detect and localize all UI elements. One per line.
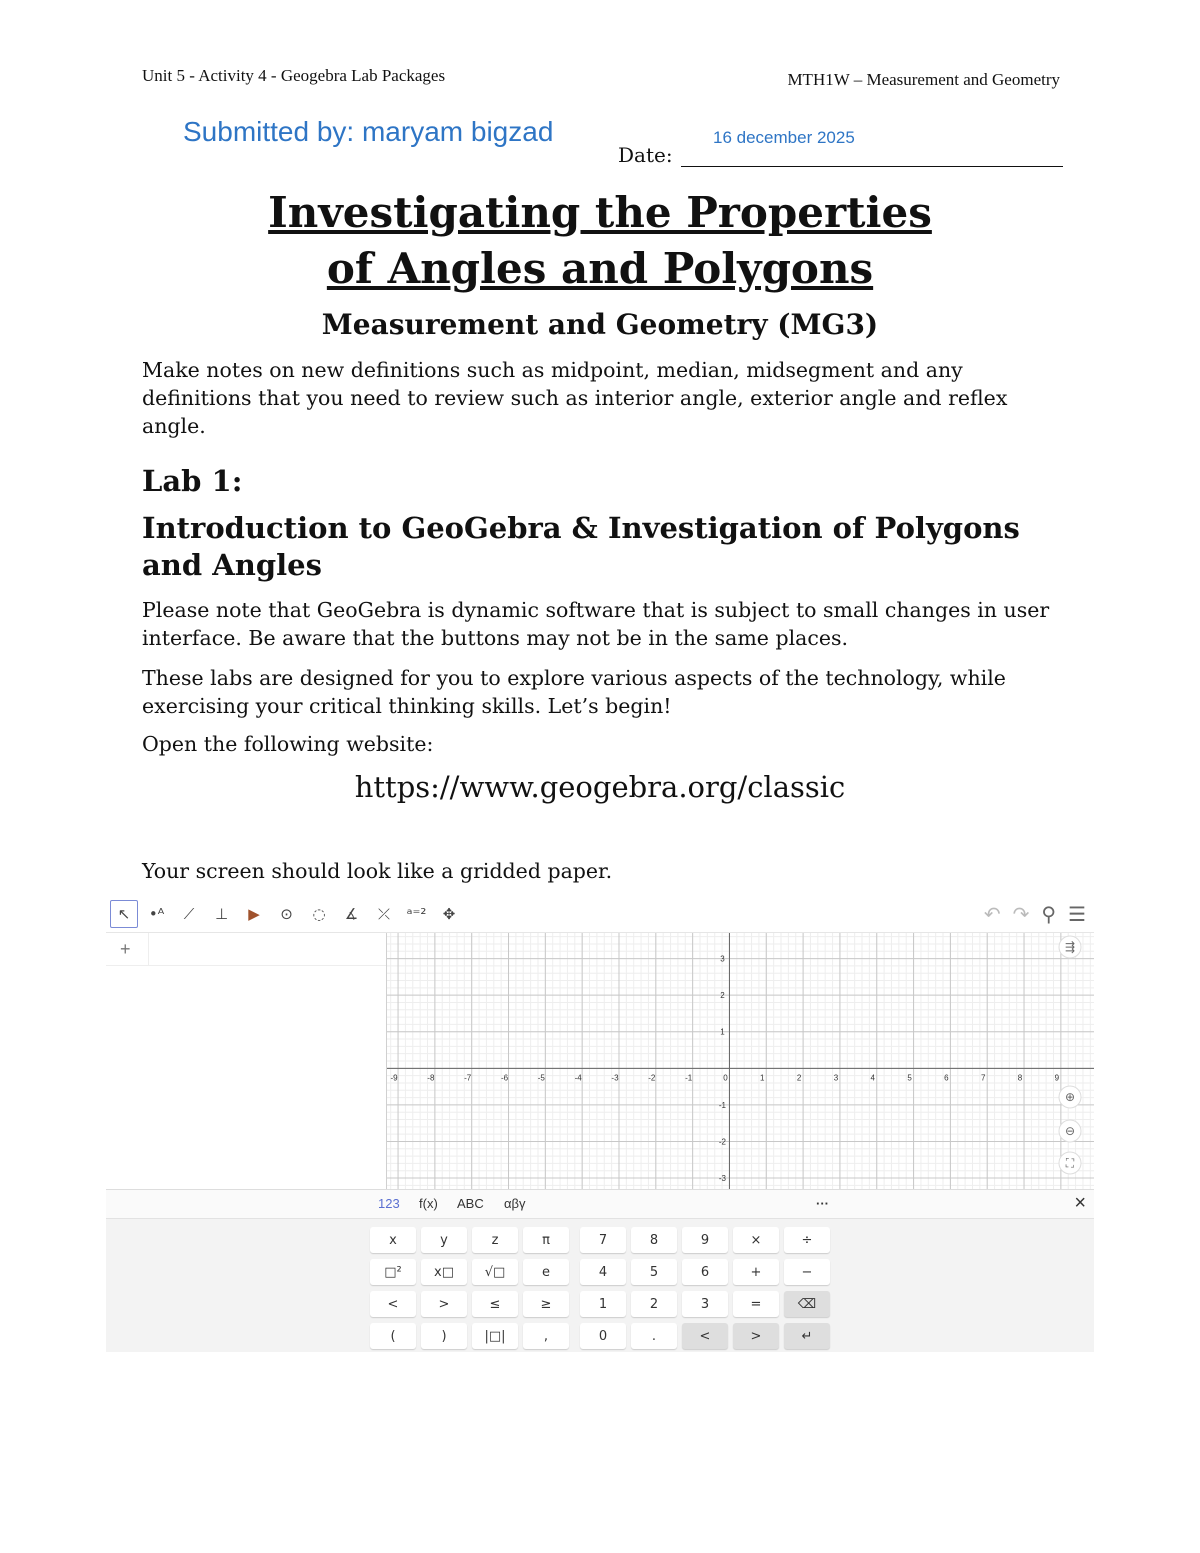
- x-tick-label: 4: [870, 1073, 875, 1083]
- perpendicular-tool-icon[interactable]: ⊥: [214, 905, 229, 923]
- add-item-icon[interactable]: +: [120, 939, 131, 959]
- ellipse-tool-icon[interactable]: ◌: [312, 905, 326, 923]
- keyboard-key[interactable]: (: [370, 1323, 416, 1349]
- open-website-text: Open the following website:: [142, 732, 434, 756]
- algebra-view: [106, 933, 387, 1189]
- y-tick-label: 3: [720, 954, 725, 964]
- x-tick-label: 7: [980, 1073, 986, 1083]
- circle-tool-icon[interactable]: ⊙: [280, 905, 293, 923]
- x-tick-label: 0: [723, 1073, 728, 1083]
- graphics-view[interactable]: [387, 933, 1094, 1189]
- x-tick-label: -6: [500, 1073, 509, 1083]
- date-label: Date:: [618, 143, 673, 167]
- keyboard-key[interactable]: −: [784, 1259, 830, 1285]
- reflect-tool-icon[interactable]: ⤫: [377, 905, 390, 923]
- keyboard-key[interactable]: y: [421, 1227, 467, 1253]
- keyboard-key[interactable]: <: [370, 1291, 416, 1317]
- zoom-in-icon[interactable]: ⊕: [1064, 1090, 1076, 1104]
- style-bar-icon[interactable]: ⇶: [1064, 940, 1076, 954]
- x-tick-label: -2: [648, 1073, 656, 1083]
- x-tick-label: 6: [944, 1073, 949, 1083]
- title-line-1: Investigating the Properties: [268, 188, 932, 237]
- move-tool-icon[interactable]: ↖: [110, 900, 138, 928]
- keyboard-key[interactable]: =: [733, 1291, 779, 1317]
- keyboard-key[interactable]: 0: [580, 1323, 626, 1349]
- toolbar-right-group: [984, 902, 1086, 926]
- keyboard-key[interactable]: e: [523, 1259, 569, 1285]
- keyboard-tab-abc[interactable]: ABC: [457, 1196, 484, 1211]
- y-tick-label: -1: [718, 1100, 727, 1110]
- keyboard-key[interactable]: ≤: [472, 1291, 518, 1317]
- x-tick-label: -8: [427, 1073, 435, 1083]
- undo-icon[interactable]: ↶: [983, 902, 1001, 926]
- fullscreen-icon[interactable]: ⛶: [1065, 1156, 1075, 1170]
- y-tick-label: 1: [720, 1027, 725, 1037]
- keyboard-key[interactable]: ×: [733, 1227, 779, 1253]
- submission-date: 16 december 2025: [713, 128, 855, 147]
- lab-title: Introduction to GeoGebra & Investigation of Polygons and Angles: [142, 511, 1020, 582]
- search-icon[interactable]: ⚲: [1041, 902, 1057, 926]
- keyboard-key[interactable]: 4: [580, 1259, 626, 1285]
- keyboard-key[interactable]: π: [523, 1227, 569, 1253]
- keyboard-key[interactable]: ≥: [523, 1291, 569, 1317]
- software-note: Please note that GeoGebra is dynamic software that is subject to small changes in user interface. Be aware that the buttons may not be in the same places.: [142, 598, 1050, 650]
- date-underline: [681, 148, 1063, 167]
- zoom-out-icon[interactable]: ⊖: [1064, 1124, 1076, 1138]
- keyboard-key[interactable]: ,: [523, 1323, 569, 1349]
- keyboard-key[interactable]: <: [682, 1323, 728, 1349]
- keyboard-key[interactable]: z: [472, 1227, 518, 1253]
- subtitle: Measurement and Geometry (MG3): [321, 308, 879, 341]
- virtual-keyboard: [106, 1189, 1094, 1352]
- keyboard-key[interactable]: |□|: [472, 1323, 518, 1349]
- x-tick-label: -3: [611, 1073, 619, 1083]
- graph-grid: [387, 933, 1094, 1189]
- header-left: Unit 5 - Activity 4 - Geogebra Lab Packages: [142, 66, 446, 85]
- lab-heading: Lab 1:: [142, 464, 243, 498]
- header-right: MTH1W – Measurement and Geometry: [787, 70, 1060, 89]
- slider-tool-icon[interactable]: ᵃ⁼²: [406, 905, 427, 923]
- date-field: [618, 143, 1063, 167]
- x-tick-label: -7: [464, 1073, 472, 1083]
- x-tick-label: 3: [833, 1073, 839, 1083]
- y-tick-label: -3: [718, 1174, 727, 1184]
- keyboard-key[interactable]: √□: [472, 1259, 518, 1285]
- x-tick-label: 1: [760, 1073, 765, 1083]
- keyboard-tabs: [106, 1190, 1094, 1219]
- menu-icon[interactable]: ☰: [1068, 902, 1086, 926]
- keyboard-key[interactable]: 3: [682, 1291, 728, 1317]
- keyboard-tab-greek[interactable]: αβγ: [504, 1196, 526, 1211]
- keyboard-key[interactable]: 9: [682, 1227, 728, 1253]
- keyboard-key[interactable]: □²: [370, 1259, 416, 1285]
- keyboard-key[interactable]: 1: [580, 1291, 626, 1317]
- submitted-by: Submitted by: maryam bigzad: [183, 116, 554, 147]
- labs-paragraph: These labs are designed for you to explore various aspects of the technology, while exercising your critical thinking skills. Let’s begin!: [142, 666, 1006, 718]
- point-tool-icon[interactable]: •ᴬ: [148, 905, 165, 923]
- redo-icon[interactable]: ↷: [1012, 902, 1030, 926]
- x-tick-label: 8: [1017, 1073, 1023, 1083]
- geogebra-toolbar: [106, 896, 1094, 933]
- keyboard-key[interactable]: ÷: [784, 1227, 830, 1253]
- keyboard-key[interactable]: ⌫: [784, 1291, 830, 1317]
- keyboard-close-icon[interactable]: ×: [1074, 1192, 1086, 1214]
- keyboard-key[interactable]: .: [631, 1323, 677, 1349]
- keyboard-key[interactable]: 7: [580, 1227, 626, 1253]
- y-tick-label: -2: [718, 1137, 727, 1147]
- move-view-tool-icon[interactable]: ✥: [442, 905, 456, 923]
- line-tool-icon[interactable]: ⟋: [183, 905, 195, 923]
- keyboard-key[interactable]: 8: [631, 1227, 677, 1253]
- intro-paragraph: Make notes on new definitions such as midpoint, median, midsegment and any definitions that you need to review such as interior angle, exterior angle and reflex angle.: [142, 358, 1008, 438]
- algebra-input-row[interactable]: [106, 933, 386, 966]
- keyboard-key[interactable]: ): [421, 1323, 467, 1349]
- x-tick-label: -1: [685, 1073, 693, 1083]
- algebra-input-divider: [148, 933, 149, 965]
- screen-instruction: Your screen should look like a gridded paper.: [142, 859, 613, 883]
- keyboard-key[interactable]: 6: [682, 1259, 728, 1285]
- keyboard-key[interactable]: 5: [631, 1259, 677, 1285]
- polygon-tool-icon[interactable]: ▶: [248, 905, 260, 923]
- keyboard-key[interactable]: ↵: [784, 1323, 830, 1349]
- keyboard-key[interactable]: >: [421, 1291, 467, 1317]
- y-tick-label: 2: [720, 991, 725, 1001]
- keyboard-key[interactable]: >: [733, 1323, 779, 1349]
- x-tick-label: -9: [390, 1073, 398, 1083]
- keyboard-key[interactable]: 2: [631, 1291, 677, 1317]
- geogebra-url[interactable]: https://www.geogebra.org/classic: [354, 770, 846, 804]
- keyboard-tab-fx[interactable]: f(x): [419, 1196, 438, 1211]
- keyboard-tab-123[interactable]: 123: [378, 1196, 400, 1211]
- geogebra-screenshot: [106, 896, 1094, 1352]
- x-tick-label: 5: [907, 1073, 912, 1083]
- x-tick-label: -4: [574, 1073, 582, 1083]
- keyboard-key[interactable]: +: [733, 1259, 779, 1285]
- keyboard-key[interactable]: x: [370, 1227, 416, 1253]
- keyboard-key[interactable]: x□: [421, 1259, 467, 1285]
- keyboard-more-button[interactable]: ···: [816, 1196, 829, 1211]
- angle-tool-icon[interactable]: ∡: [344, 905, 359, 923]
- x-tick-label: -5: [537, 1073, 545, 1083]
- title-line-2: of Angles and Polygons: [326, 244, 874, 293]
- x-tick-label: 2: [796, 1073, 802, 1083]
- x-tick-label: 9: [1054, 1073, 1060, 1083]
